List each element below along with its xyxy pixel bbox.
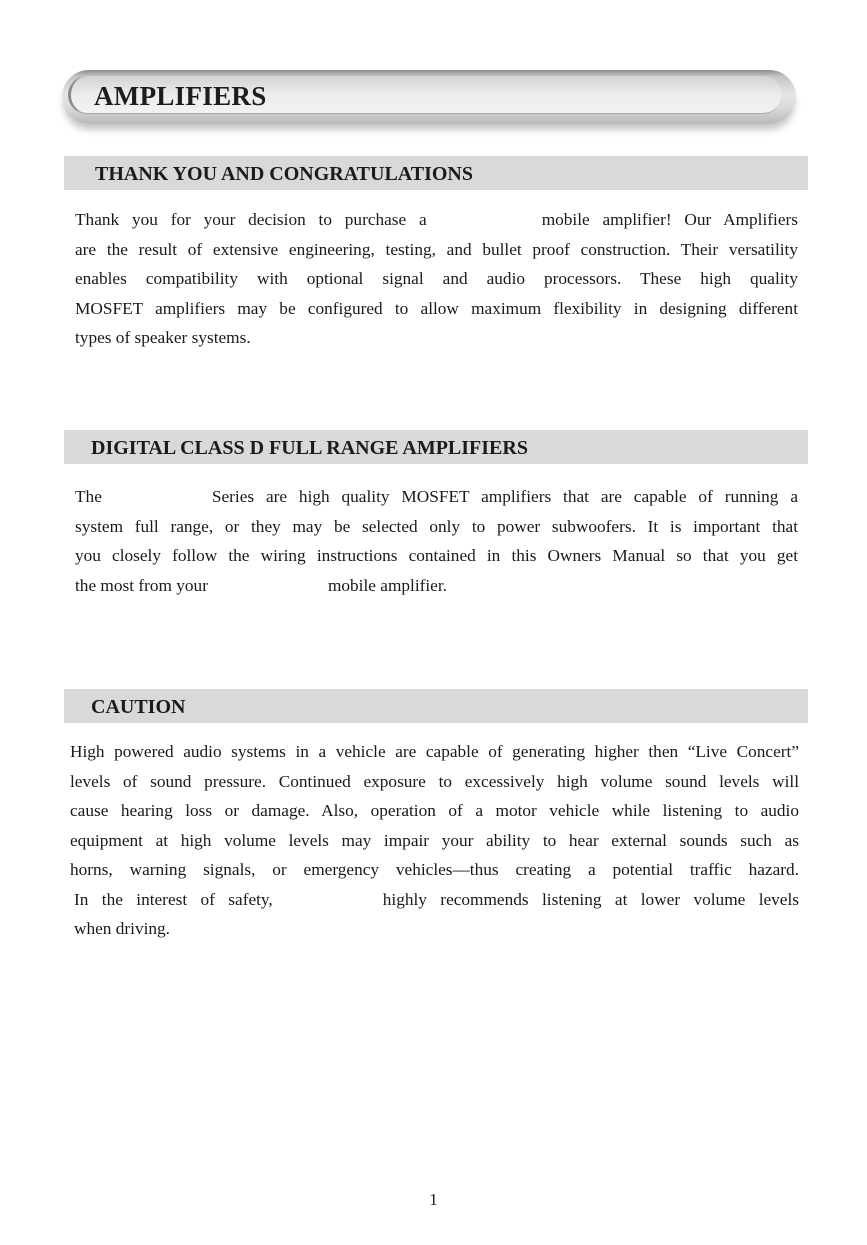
text-line: system full range, or they may be selected only to power subwoofers. It is important that — [75, 516, 798, 536]
section-header-digital-class-d — [64, 430, 808, 464]
section-title: THANK YOU AND CONGRATULATIONS — [95, 163, 473, 185]
page-number: 1 — [429, 1190, 438, 1209]
paragraph-thank-you — [75, 205, 798, 353]
text-line: are the result of extensive engineering, testing, and bullet proof construction. Their versatility — [75, 239, 798, 259]
text-line: levels of sound pressure. Continued exposure to excessively high volume sound levels will — [70, 771, 799, 791]
page-title: AMPLIFIERS — [94, 81, 267, 111]
text-line: enables compatibility with optional signal and audio processors. These high quality — [75, 269, 798, 288]
text-line: equipment at high volume levels may impair your ability to hear external sounds such as — [70, 830, 799, 850]
section-title: CAUTION — [91, 696, 186, 718]
text-line: MOSFET amplifiers may be configured to allow maximum flexibility in designing different — [75, 298, 798, 318]
title-banner — [62, 70, 796, 124]
text-line: High powered audio systems in a vehicle are capable of generating higher then “Live Concert” — [70, 742, 799, 761]
text-line: you closely follow the wiring instructions contained in this Owners Manual so that you get — [75, 546, 798, 565]
text-line: horns, warning signals, or emergency vehicles—thus creating a potential traffic hazard. — [70, 860, 799, 879]
section-header-thank-you — [64, 156, 808, 190]
section-header-caution — [64, 689, 808, 723]
text-line: In the interest of safety, highly recommends listening at lower volume levels — [74, 889, 799, 909]
text-line: types of speaker systems. — [75, 328, 251, 347]
section-title: DIGITAL CLASS D FULL RANGE AMPLIFIERS — [91, 437, 528, 459]
paragraph-digital-class-d — [75, 482, 798, 600]
paragraph-caution — [70, 737, 799, 944]
text-line: Thank you for your decision to purchase a mobile amplifier! Our Amplifiers — [75, 210, 798, 229]
text-line: cause hearing loss or damage. Also, operation of a motor vehicle while listening to audio — [70, 801, 799, 820]
text-line: when driving. — [74, 919, 170, 938]
text-line: the most from your mobile amplifier. — [75, 575, 447, 595]
text-line: The Series are high quality MOSFET amplifiers that are capable of running a — [75, 487, 798, 506]
